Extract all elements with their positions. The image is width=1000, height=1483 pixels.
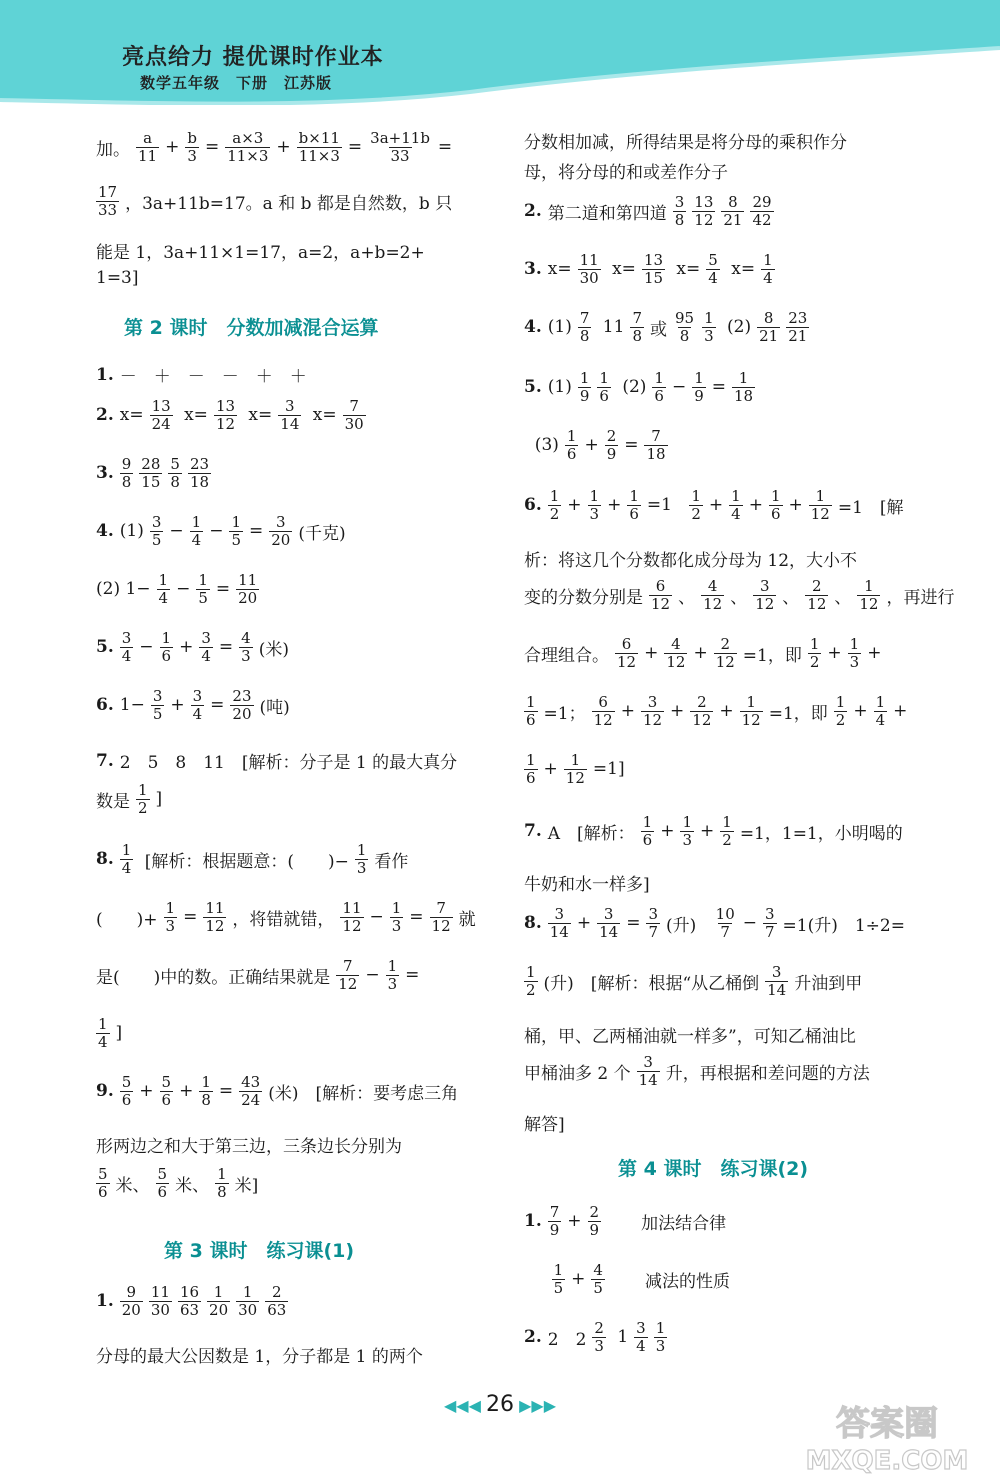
header-brand: 亮点给力 提优课时作业本 <box>122 45 384 70</box>
r4: 4. (1) $\frac{7}{8}$ 11 $\frac{7}{8}$ 或 $\frac{95}{8}$ $\frac{1}{3}$ (2) $\frac{8}{21}$ $\frac{23}{21}$ <box>524 309 808 345</box>
q4b: (2) 1− $\frac{1}{4}$ − $\frac{1}{5}$ = $\frac{11}{20}$ <box>96 571 258 607</box>
r6d: 合理组合。 $\frac{6}{12}$ + $\frac{4}{12}$ + $\frac{2}{12}$ =1，即 $\frac{1}{2}$ + $\frac{1}{3}$ + <box>524 635 882 671</box>
q8c: 是( )中的数。正确结果就是 $\frac{7}{12}$ − $\frac{1}{3}$ = <box>96 957 420 993</box>
q7b: 数是 $\frac{1}{2}$ ] <box>96 781 163 817</box>
intro-line-2: $\frac{17}{33}$ ，3a+11b=17。a 和 b 都是自然数，b 只 <box>98 183 453 219</box>
intro-line-3: 能是 1，3a+11×1=17，a=2，a+b=2+ <box>96 243 425 263</box>
watermark-bottom: MXQE.COM <box>805 1446 969 1476</box>
r8a: 8. $\frac{3}{14}$ + $\frac{3}{14}$ = $\frac{3}{7}$ (升) $\frac{10}{7}$ − $\frac{3}{7}$ =1(升) 1÷2= <box>524 905 905 941</box>
r8b: $\frac{1}{2}$ (升) [解析：根据“从乙桶倒 $\frac{3}{14}$ 升油到甲 <box>526 963 863 999</box>
r1b: 母，将分母的和或差作分子 <box>524 163 728 183</box>
p1a: 1. $\frac{9}{20}$ $\frac{11}{30}$ $\frac{16}{63}$ $\frac{1}{20}$ $\frac{1}{30}$ $\frac{2}{63}$ <box>96 1283 287 1319</box>
q9b: 形两边之和大于第三边，三条边长分别为 <box>96 1137 402 1157</box>
q2: 2. x= $\frac{13}{24}$ x= $\frac{13}{12}$ x= $\frac{3}{14}$ x= $\frac{7}{30}$ <box>96 397 364 433</box>
r3: 3. x= $\frac{11}{30}$ x= $\frac{13}{15}$ x= $\frac{5}{4}$ x= $\frac{1}{4}$ <box>524 251 773 287</box>
header-subtitle: 数学五年级 下册 江苏版 <box>140 74 333 92</box>
q8a: 8. $\frac{1}{4}$ [解析：根据题意：( )− $\frac{1}{3}$ 看作 <box>96 841 409 877</box>
left-arrows-icon: ◀◀◀ <box>443 1396 481 1415</box>
q1: 1. － ＋ － － ＋ ＋ <box>96 364 307 387</box>
section-title-lesson-2: 第 2 课时 分数加减混合运算 <box>124 317 379 339</box>
r7b: 牛奶和水一样多] <box>524 875 650 895</box>
r6c: 变的分数分别是 $\frac{6}{12}$ 、 $\frac{4}{12}$ 、 $\frac{3}{12}$ 、 $\frac{2}{12}$ 、 $\frac{1}{12}$ ，再进行 <box>524 577 955 613</box>
section-title-lesson-3: 第 3 课时 练习课(1) <box>164 1240 355 1262</box>
q3: 3. $\frac{9}{8}$ $\frac{28}{15}$ $\frac{5}{8}$ $\frac{23}{18}$ <box>96 455 210 491</box>
s1b: $\frac{1}{5}$ + $\frac{4}{5}$ 减法的性质 <box>553 1261 730 1297</box>
q9c: $\frac{5}{6}$ 米、 $\frac{5}{6}$ 米、 $\frac{1}{8}$ 米] <box>98 1165 259 1201</box>
q8d: $\frac{1}{4}$ ] <box>98 1015 123 1051</box>
watermark-top: 答案圈 <box>836 1404 938 1444</box>
r6b: 析：将这几个分数都化成分母为 12，大小不 <box>524 551 858 571</box>
s2: 2. 2 2 $\frac{2}{3}$ 1 $\frac{3}{4}$ $\frac{1}{3}$ <box>524 1319 666 1355</box>
r8e: 解答] <box>524 1115 565 1135</box>
right-arrows-icon: ▶▶▶ <box>519 1396 557 1415</box>
r7a: 7. A [解析： $\frac{1}{6}$ + $\frac{1}{3}$ + $\frac{1}{2}$ =1，1=1，小明喝的 <box>524 813 903 849</box>
r6a: 6. $\frac{1}{2}$ + $\frac{1}{3}$ + $\frac{1}{6}$ =1 $\frac{1}{2}$ + $\frac{1}{4}$ + $\frac{1}{6}$ + $\frac{1}{12}$ =1 [解 <box>524 487 904 523</box>
s1a: 1. $\frac{7}{9}$ + $\frac{2}{9}$ 加法结合律 <box>524 1203 727 1239</box>
q9a: 9. $\frac{5}{6}$ + $\frac{5}{6}$ + $\frac{1}{8}$ = $\frac{43}{24}$ (米) [解析：要考虑三角 <box>96 1073 459 1109</box>
r5a: 5. (1) $\frac{1}{9}$ $\frac{1}{6}$ (2) $\frac{1}{6}$ − $\frac{1}{9}$ = $\frac{1}{18}$ <box>524 369 754 405</box>
r6f: $\frac{1}{6}$ + $\frac{1}{12}$ =1] <box>526 751 625 787</box>
q7a: 7. 2 5 8 11 [解析：分子是 1 的最大真分 <box>96 750 458 773</box>
r2: 2. 第二道和第四道 $\frac{3}{8}$ $\frac{13}{12}$ $\frac{8}{21}$ $\frac{29}{42}$ <box>524 193 772 229</box>
q4a: 4. (1) $\frac{3}{5}$ − $\frac{1}{4}$ − $\frac{1}{5}$ = $\frac{3}{20}$ (千克) <box>96 513 346 549</box>
page-number: 26 <box>486 1392 514 1417</box>
section-title-lesson-4: 第 4 课时 练习课(2) <box>618 1158 809 1180</box>
r8c: 桶，甲、乙两桶油就一样多”，可知乙桶油比 <box>524 1027 856 1047</box>
intro-line-4: 1=3] <box>96 268 139 288</box>
r5b: (3) $\frac{1}{6}$ + $\frac{2}{9}$ = $\frac{7}{18}$ <box>524 427 666 463</box>
q8b: ( )+ $\frac{1}{3}$ = $\frac{11}{12}$ ，将错就错， $\frac{11}{12}$ − $\frac{1}{3}$ = $\frac{7}{12}$ 就 <box>96 899 476 935</box>
intro-line-1: 加。 $\frac{a}{11}$ + $\frac{b}{3}$ = $\frac{a\times 3}{11\times 3}$ + $\frac{b\times 11}{11\times 3}$ = $\frac{3a+11b}{33}$ = <box>96 129 453 165</box>
q6: 6. 1− $\frac{3}{5}$ + $\frac{3}{4}$ = $\frac{23}{20}$ (吨) <box>96 687 290 723</box>
p1b: 分母的最大公因数是 1，分子都是 1 的两个 <box>96 1347 423 1367</box>
q5: 5. $\frac{3}{4}$ − $\frac{1}{6}$ + $\frac{3}{4}$ = $\frac{4}{3}$ (米) <box>96 629 289 665</box>
r1a: 分数相加减，所得结果是将分母的乘积作分 <box>524 133 847 153</box>
r8d: 甲桶油多 2 个 $\frac{3}{14}$ 升，再根据和差问题的方法 <box>524 1053 870 1089</box>
r6e: $\frac{1}{6}$ =1； $\frac{6}{12}$ + $\frac{3}{12}$ + $\frac{2}{12}$ + $\frac{1}{12}$ =1，即 $\frac{1}{2}$ + $\frac{1}{4}$ + <box>526 693 908 729</box>
watermark-logo <box>787 1397 992 1477</box>
